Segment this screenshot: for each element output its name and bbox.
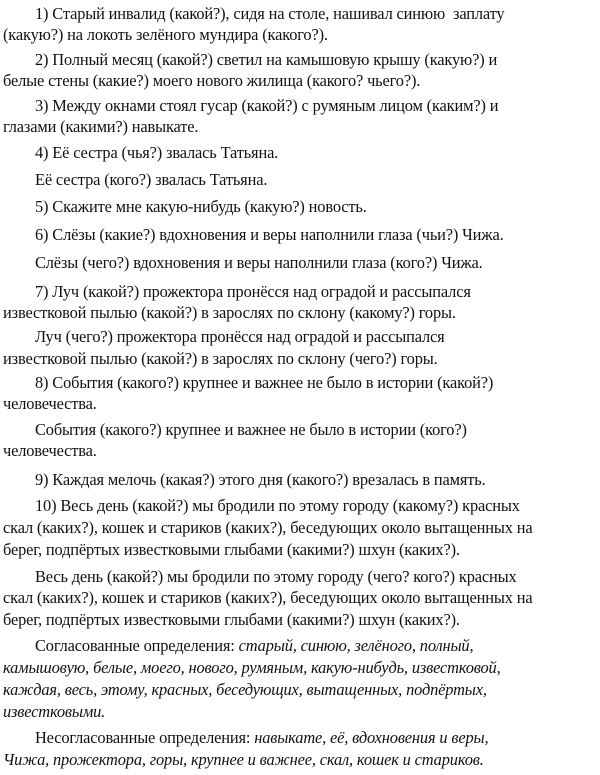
text-line bbox=[3, 71, 420, 90]
text-line-content: Чижа, прожектора, горы, крупнее и важнее, скал, кошек и стариков. bbox=[3, 750, 484, 769]
text-line bbox=[35, 636, 473, 655]
text-line bbox=[35, 496, 520, 515]
text-line-content: камышовую, белые, моего, нового, румяным, какую-нибудь, известковой, bbox=[3, 658, 501, 677]
text-line-content: Её сестра (кого?) звалась Татьяна. bbox=[35, 170, 268, 189]
text-line-content: 4) Её сестра (чья?) звалась Татьяна. bbox=[35, 143, 279, 162]
text-line bbox=[3, 441, 97, 460]
text-line bbox=[35, 96, 498, 115]
text-line-content: глазами (какими?) навыкате. bbox=[3, 117, 199, 136]
text-line-content: человечества. bbox=[3, 394, 97, 413]
text-line-content: известковой пылью (какой?) в зарослях по склону (какому?) горы. bbox=[3, 303, 456, 322]
text-line-content: 6) Слёзы (какие?) вдохновения и веры наполнили глаза (чьи?) Чижа. bbox=[35, 225, 504, 244]
text-line-content: 10) Весь день (какой?) мы бродили по этому городу (какому?) красных bbox=[35, 496, 520, 515]
text-line-content: каждая, весь, этому, красных, беседующих, вытащенных, подпёртых, bbox=[3, 680, 487, 699]
text-line-content: белые стены (какие?) моего нового жилища (какого? чьего?). bbox=[3, 71, 421, 90]
text-line bbox=[3, 303, 456, 322]
text-line-content: 8) События (какого?) крупнее и важнее не было в истории (какой?) bbox=[35, 373, 494, 392]
definition-label: Несогласованные определения: bbox=[35, 728, 255, 747]
text-line-content: События (какого?) крупнее и важнее не было в истории (кого?) bbox=[35, 420, 467, 439]
definition-words: навыкате, её, вдохновения и веры, bbox=[254, 728, 489, 747]
text-line bbox=[35, 197, 367, 216]
text-line bbox=[3, 540, 460, 559]
text-line bbox=[35, 170, 267, 189]
text-line-content: 1) Старый инвалид (какой?), сидя на столе, нашивал синюю заплату bbox=[35, 4, 505, 23]
text-line-content: 5) Скажите мне какую-нибудь (какую?) новость. bbox=[35, 197, 367, 216]
text-line bbox=[3, 610, 460, 629]
text-line-content: 9) Каждая мелочь (какая?) этого дня (какого?) врезалась в память. bbox=[35, 470, 486, 489]
text-line bbox=[35, 143, 278, 162]
text-line bbox=[35, 50, 497, 69]
text-line bbox=[35, 253, 483, 272]
text-line bbox=[3, 680, 487, 699]
text-line bbox=[3, 117, 198, 136]
text-line bbox=[35, 420, 467, 439]
text-line-content: известковой пылью (какой?) в зарослях по склону (чего?) горы. bbox=[3, 349, 438, 368]
text-line-content: (какую?) на локоть зелёного мундира (какого?). bbox=[3, 25, 328, 44]
text-line bbox=[3, 750, 484, 769]
text-line-content: 2) Полный месяц (какой?) светил на камышовую крышу (какую?) и bbox=[35, 50, 498, 69]
text-line bbox=[35, 373, 493, 392]
text-line-content: известковыми. bbox=[3, 702, 106, 721]
text-line-content: Луч (чего?) прожектора пронёсся над оградой и рассыпался bbox=[35, 327, 445, 346]
text-line bbox=[3, 349, 438, 368]
text-line bbox=[35, 282, 471, 301]
definition-label: Согласованные определения: bbox=[35, 636, 239, 655]
text-line bbox=[3, 25, 328, 44]
text-line bbox=[35, 225, 504, 244]
text-line-content: берег, подпёртых известковыми глыбами (какими?) шхун (каких?). bbox=[3, 540, 460, 559]
text-line-content: 3) Между окнами стоял гусар (какой?) с румяным лицом (каким?) и bbox=[35, 96, 499, 115]
text-line-content: скал (каких?), кошек и стариков (каких?), беседующих около вытащенных на bbox=[3, 518, 533, 537]
text-line bbox=[3, 588, 532, 607]
text-line-content: берег, подпёртых известковыми глыбами (какими?) шхун (каких?). bbox=[3, 610, 460, 629]
text-line bbox=[35, 567, 517, 586]
text-line-content: Весь день (какой?) мы бродили по этому городу (чего? кого?) красных bbox=[35, 567, 517, 586]
text-line bbox=[35, 4, 504, 23]
text-line bbox=[35, 728, 488, 747]
text-line-content: скал (каких?), кошек и стариков (каких?), беседующих около вытащенных на bbox=[3, 588, 533, 607]
text-line bbox=[3, 702, 105, 721]
text-line bbox=[3, 658, 501, 677]
definition-words: старый, синюю, зелёного, полный, bbox=[238, 636, 474, 655]
text-line bbox=[3, 394, 97, 413]
text-line-content: 7) Луч (какой?) прожектора пронёсся над оградой и рассыпался bbox=[35, 282, 471, 301]
text-line bbox=[35, 327, 445, 346]
text-line-content: человечества. bbox=[3, 441, 97, 460]
text-line bbox=[3, 518, 532, 537]
text-line-content: Слёзы (чего?) вдохновения и веры наполнили глаза (кого?) Чижа. bbox=[35, 253, 483, 272]
text-line bbox=[35, 470, 486, 489]
